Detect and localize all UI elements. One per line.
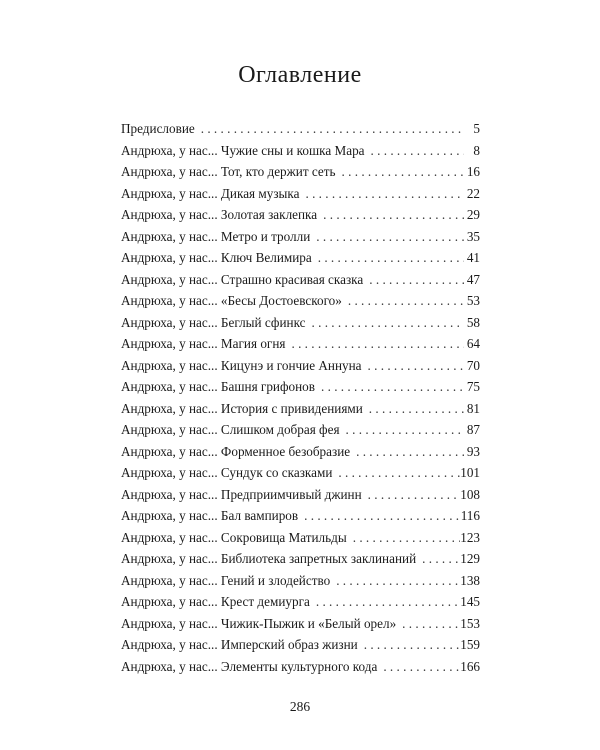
toc-entry-page: 108 (460, 486, 480, 502)
toc-entry-page: 116 (460, 508, 480, 523)
toc-entry (121, 419, 480, 441)
toc-entry-page: 81 (466, 400, 480, 416)
toc-entry (121, 570, 480, 592)
toc-entry-title: Андрюха, у нас... Чужие сны и кошка Мара (121, 142, 365, 158)
dot-leader (315, 376, 464, 398)
toc-entry (121, 226, 480, 248)
table-of-contents (121, 118, 480, 677)
toc-entry (121, 204, 480, 226)
toc-entry-page: 87 (466, 422, 480, 437)
toc-entry-title: Предисловие (121, 121, 195, 136)
dot-leader (396, 613, 460, 635)
toc-entry-page: 123 (460, 529, 480, 545)
dot-leader (299, 183, 464, 205)
dot-leader (330, 570, 460, 592)
toc-entry-title: Андрюха, у нас... Сокровища Матильды (121, 529, 347, 545)
dot-leader (350, 441, 464, 463)
toc-entry-title: Андрюха, у нас... Крест демиурга (121, 594, 310, 609)
toc-entry (121, 118, 480, 140)
toc-entry (121, 183, 480, 205)
toc-entry (121, 441, 480, 463)
toc-entry (121, 484, 480, 506)
toc-entry-page: 41 (466, 250, 480, 265)
dot-leader (312, 247, 464, 269)
toc-entry-page: 159 (460, 637, 480, 652)
toc-entry (121, 591, 480, 613)
toc-entry-title: Андрюха, у нас... История с привидениями (121, 400, 363, 416)
dot-leader (336, 161, 464, 183)
toc-entry-title: Андрюха, у нас... Страшно красивая сказка (121, 271, 364, 287)
toc-entry-page: 145 (460, 594, 480, 609)
dot-leader (416, 548, 460, 570)
toc-entry-title: Андрюха, у нас... Золотая заклепка (121, 207, 318, 222)
toc-entry-title: Андрюха, у нас... Гений и злодейство (121, 572, 331, 588)
toc-entry-title: Андрюха, у нас... Метро и тролли (121, 228, 311, 244)
dot-leader (195, 118, 464, 140)
toc-entry-title: Андрюха, у нас... Магия огня (121, 336, 286, 351)
toc-entry-title: Андрюха, у нас... Кицунэ и гончие Аннуна (121, 357, 362, 373)
toc-entry-title: Андрюха, у нас... Тот, кто держит сеть (121, 164, 336, 179)
toc-entry-page: 101 (460, 465, 480, 480)
dot-leader (310, 226, 464, 248)
dot-leader (347, 527, 460, 549)
toc-entry-page: 70 (466, 357, 480, 373)
toc-entry (121, 312, 480, 334)
toc-entry (121, 656, 480, 678)
toc-entry-title: Андрюха, у нас... Чижик-Пыжик и «Белый орел» (121, 615, 397, 631)
toc-entry-title: Андрюха, у нас... «Бесы Достоевского» (121, 293, 342, 308)
dot-leader (362, 484, 461, 506)
dot-leader (310, 591, 460, 613)
toc-entry-page: 53 (466, 293, 480, 308)
dot-leader (306, 312, 465, 334)
toc-entry-title: Андрюха, у нас... Бал вампиров (121, 508, 299, 523)
toc-entry-title: Андрюха, у нас... Имперский образ жизни (121, 637, 358, 652)
dot-leader (317, 204, 464, 226)
dot-leader (285, 333, 464, 355)
dot-leader (363, 398, 464, 420)
page-number: 286 (289, 699, 311, 714)
toc-entry (121, 161, 480, 183)
toc-entry-title: Андрюха, у нас... Беглый сфинкс (121, 314, 306, 330)
toc-entry-title: Андрюха, у нас... Предприимчивый джинн (121, 486, 362, 502)
toc-entry (121, 333, 480, 355)
toc-entry (121, 398, 480, 420)
toc-entry-page: 8 (473, 142, 480, 158)
toc-entry-page: 16 (466, 164, 480, 179)
toc-entry-page: 129 (460, 551, 480, 566)
toc-entry (121, 376, 480, 398)
dot-leader (332, 462, 460, 484)
toc-entry (121, 634, 480, 656)
dot-leader (362, 355, 464, 377)
dot-leader (340, 419, 464, 441)
toc-entry (121, 462, 480, 484)
toc-entry (121, 247, 480, 269)
toc-entry (121, 548, 480, 570)
toc-entry-page: 138 (460, 572, 480, 588)
toc-entry-title: Андрюха, у нас... Башня грифонов (121, 379, 316, 394)
dot-leader (377, 656, 460, 678)
toc-entry-page: 22 (466, 185, 480, 201)
toc-entry (121, 269, 480, 291)
toc-entry (121, 613, 480, 635)
toc-entry-page: 29 (466, 207, 480, 222)
dot-leader (358, 634, 460, 656)
toc-entry (121, 355, 480, 377)
dot-leader (342, 290, 464, 312)
toc-entry-title: Андрюха, у нас... Слишком добрая фея (121, 422, 340, 437)
toc-entry-page: 58 (466, 314, 480, 330)
page-title: Оглавление (238, 62, 362, 88)
toc-entry-title: Андрюха, у нас... Форменное безобразие (121, 443, 351, 459)
dot-leader (363, 269, 464, 291)
toc-entry-page: 153 (460, 615, 480, 631)
toc-entry-title: Андрюха, у нас... Сундук со сказками (121, 465, 333, 480)
toc-entry (121, 505, 480, 527)
toc-entry-page: 5 (473, 121, 480, 136)
toc-entry (121, 290, 480, 312)
toc-entry-page: 35 (466, 228, 480, 244)
toc-entry-title: Андрюха, у нас... Дикая музыка (121, 185, 300, 201)
toc-entry (121, 140, 480, 162)
toc-entry-page: 64 (466, 336, 480, 351)
toc-entry-page: 75 (466, 379, 480, 394)
dot-leader (365, 140, 464, 162)
dot-leader (298, 505, 461, 527)
toc-entry-page: 47 (466, 271, 480, 287)
toc-entry-title: Андрюха, у нас... Элементы культурного кода (121, 658, 378, 674)
toc-entry (121, 527, 480, 549)
toc-entry-title: Андрюха, у нас... Ключ Велимира (121, 250, 312, 265)
toc-entry-page: 166 (460, 658, 480, 674)
toc-entry-title: Андрюха, у нас... Библиотека запретных заклинаний (121, 551, 417, 566)
toc-entry-page: 93 (466, 443, 480, 459)
